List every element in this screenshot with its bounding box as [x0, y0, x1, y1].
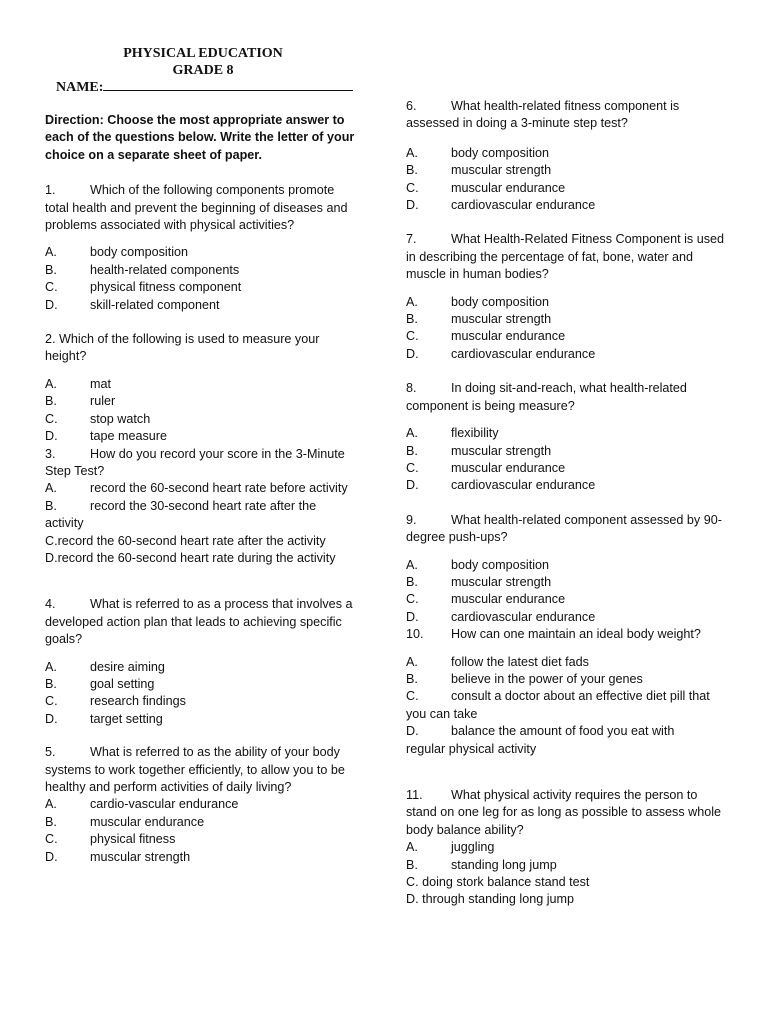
- choice-c: C.record the 60-second heart rate after the activity: [45, 533, 326, 548]
- question-6: [406, 98, 731, 214]
- choice-b: B. ruler: [45, 394, 116, 409]
- question-9: [406, 512, 731, 626]
- page-title: PHYSICAL EDUCATION: [123, 46, 283, 61]
- choice-a: A. flexibility: [406, 426, 499, 441]
- choice-d: D. tape measure: [45, 429, 168, 444]
- question-text: What Health-Related Fitness Component is used: [451, 232, 724, 247]
- choice-d: D.record the 60-second heart rate during the activity: [45, 550, 336, 565]
- choice-c: C. physical fitness component: [45, 280, 242, 295]
- choice-b: B. muscular strength: [406, 574, 552, 589]
- question-text: height?: [45, 349, 87, 364]
- choice-c: C. doing stork balance stand test: [406, 875, 590, 890]
- question-5: [45, 744, 367, 866]
- choice-c: C. muscular endurance: [406, 329, 566, 344]
- choice-a: A. body composition: [406, 294, 550, 309]
- question-8: [406, 380, 731, 494]
- choice-b-continued: activity: [45, 516, 84, 531]
- choice-c: C. physical fitness: [45, 832, 176, 847]
- question-number: 5.: [45, 745, 56, 760]
- choice-a: A. desire aiming: [45, 659, 165, 674]
- name-field[interactable]: [56, 78, 353, 96]
- question-text: in describing the percentage of fat, bone, water and: [406, 249, 694, 264]
- choice-c: C. muscular endurance: [406, 592, 566, 607]
- question-text: stand on one leg for as long as possible to assess whole: [406, 805, 722, 820]
- question-number: 9.: [406, 512, 417, 527]
- choice-b: B. muscular strength: [406, 443, 552, 458]
- choice-c: C. consult a doctor about an effective diet pill that: [406, 689, 710, 704]
- choice-b: B. muscular endurance: [45, 814, 205, 829]
- question-text: Which of the following is used to measure your: [59, 332, 320, 347]
- question-3: [45, 446, 367, 568]
- question-text: What is referred to as a process that involves a: [90, 597, 353, 612]
- question-text: body balance ability?: [406, 822, 524, 837]
- name-blank-line: [103, 78, 353, 91]
- choice-b: B. record the 30-second heart rate after the: [45, 498, 317, 513]
- question-number: 11.: [406, 788, 423, 802]
- question-number: 4.: [45, 597, 56, 612]
- choice-d: D. skill-related component: [45, 297, 220, 312]
- question-text: What physical activity requires the person to: [451, 788, 698, 802]
- choice-a: A. follow the latest diet fads: [406, 654, 589, 669]
- question-text: In doing sit-and-reach, what health-related: [451, 381, 687, 396]
- choice-b: B. standing long jump: [406, 857, 557, 872]
- choice-c: C. muscular endurance: [406, 180, 566, 195]
- choice-b: B. goal setting: [45, 676, 155, 691]
- right-column: [406, 98, 731, 909]
- choice-b: B. believe in the power of your genes: [406, 671, 643, 686]
- question-7: [406, 231, 731, 363]
- question-text: degree push-ups?: [406, 530, 508, 545]
- question-number: 2.: [45, 332, 56, 347]
- choice-d: D. balance the amount of food you eat with: [406, 724, 675, 739]
- question-number: 7.: [406, 232, 417, 247]
- choice-d: D. cardiovascular endurance: [406, 198, 596, 213]
- choice-d-continued: regular physical activity: [406, 741, 537, 756]
- question-number: 6.: [406, 99, 417, 113]
- choice-c-continued: you can take: [406, 706, 478, 721]
- question-text: How do you record your score in the 3-Minute: [90, 446, 345, 461]
- question-number: 8.: [406, 381, 417, 396]
- question-text: Step Test?: [45, 463, 105, 478]
- question-2: [45, 331, 367, 445]
- question-text: systems to work together efficiently, to allow you to be: [45, 762, 345, 777]
- question-number: 3.: [45, 446, 56, 461]
- question-4: [45, 596, 367, 728]
- question-text: muscle in human bodies?: [406, 267, 549, 282]
- question-text: goals?: [45, 632, 83, 647]
- question-text: component is being measure?: [406, 398, 575, 413]
- choice-a: A. mat: [45, 376, 111, 391]
- choice-c: C. research findings: [45, 694, 186, 709]
- question-11: [406, 787, 731, 909]
- choice-d: D. muscular strength: [45, 849, 191, 864]
- question-text: total health and prevent the beginning of diseases and: [45, 200, 348, 215]
- choice-a: A. juggling: [406, 840, 495, 855]
- choice-d: D. target setting: [45, 711, 163, 726]
- question-text: healthy and perform activities of daily living?: [45, 780, 292, 794]
- question-number: 1.: [45, 183, 56, 198]
- left-column: [45, 112, 367, 866]
- choice-d: D. cardiovascular endurance: [406, 346, 596, 361]
- question-number: 10.: [406, 627, 424, 642]
- question-text: assessed in doing a 3-minute step test?: [406, 116, 628, 131]
- choice-d: D. cardiovascular endurance: [406, 609, 596, 624]
- choice-d: D. through standing long jump: [406, 892, 575, 907]
- name-label: NAME:: [56, 80, 104, 95]
- grade-label: GRADE 8: [172, 63, 234, 78]
- choice-b: B. muscular strength: [406, 312, 552, 327]
- question-1: [45, 182, 367, 314]
- question-text: What health-related component assessed by 90-: [451, 512, 722, 527]
- choice-a: A. cardio-vascular endurance: [45, 797, 239, 812]
- choice-d: D. cardiovascular endurance: [406, 478, 596, 493]
- choice-a: A. body composition: [406, 145, 550, 160]
- choice-c: C. muscular endurance: [406, 460, 566, 475]
- choice-a: A. body composition: [406, 557, 550, 572]
- question-text: What is referred to as the ability of your body: [90, 745, 340, 760]
- choice-b: B. health-related components: [45, 262, 240, 277]
- question-text: problems associated with physical activities?: [45, 218, 295, 233]
- question-text: developed action plan that leads to achieving specific: [45, 614, 342, 629]
- question-text: Which of the following components promote: [90, 183, 335, 198]
- direction-text: Direction: Choose the most appropriate answer to each of the questions below. Write the letter of your choice on a separate sheet of paper.: [45, 113, 355, 162]
- choice-a: A. body composition: [45, 245, 189, 260]
- choice-b: B. muscular strength: [406, 163, 552, 178]
- question-text: How can one maintain an ideal body weight?: [451, 627, 701, 642]
- question-text: What health-related fitness component is: [451, 99, 680, 113]
- choice-c: C. stop watch: [45, 411, 151, 426]
- question-10: [406, 626, 731, 758]
- choice-a: A. record the 60-second heart rate before activity: [45, 481, 348, 496]
